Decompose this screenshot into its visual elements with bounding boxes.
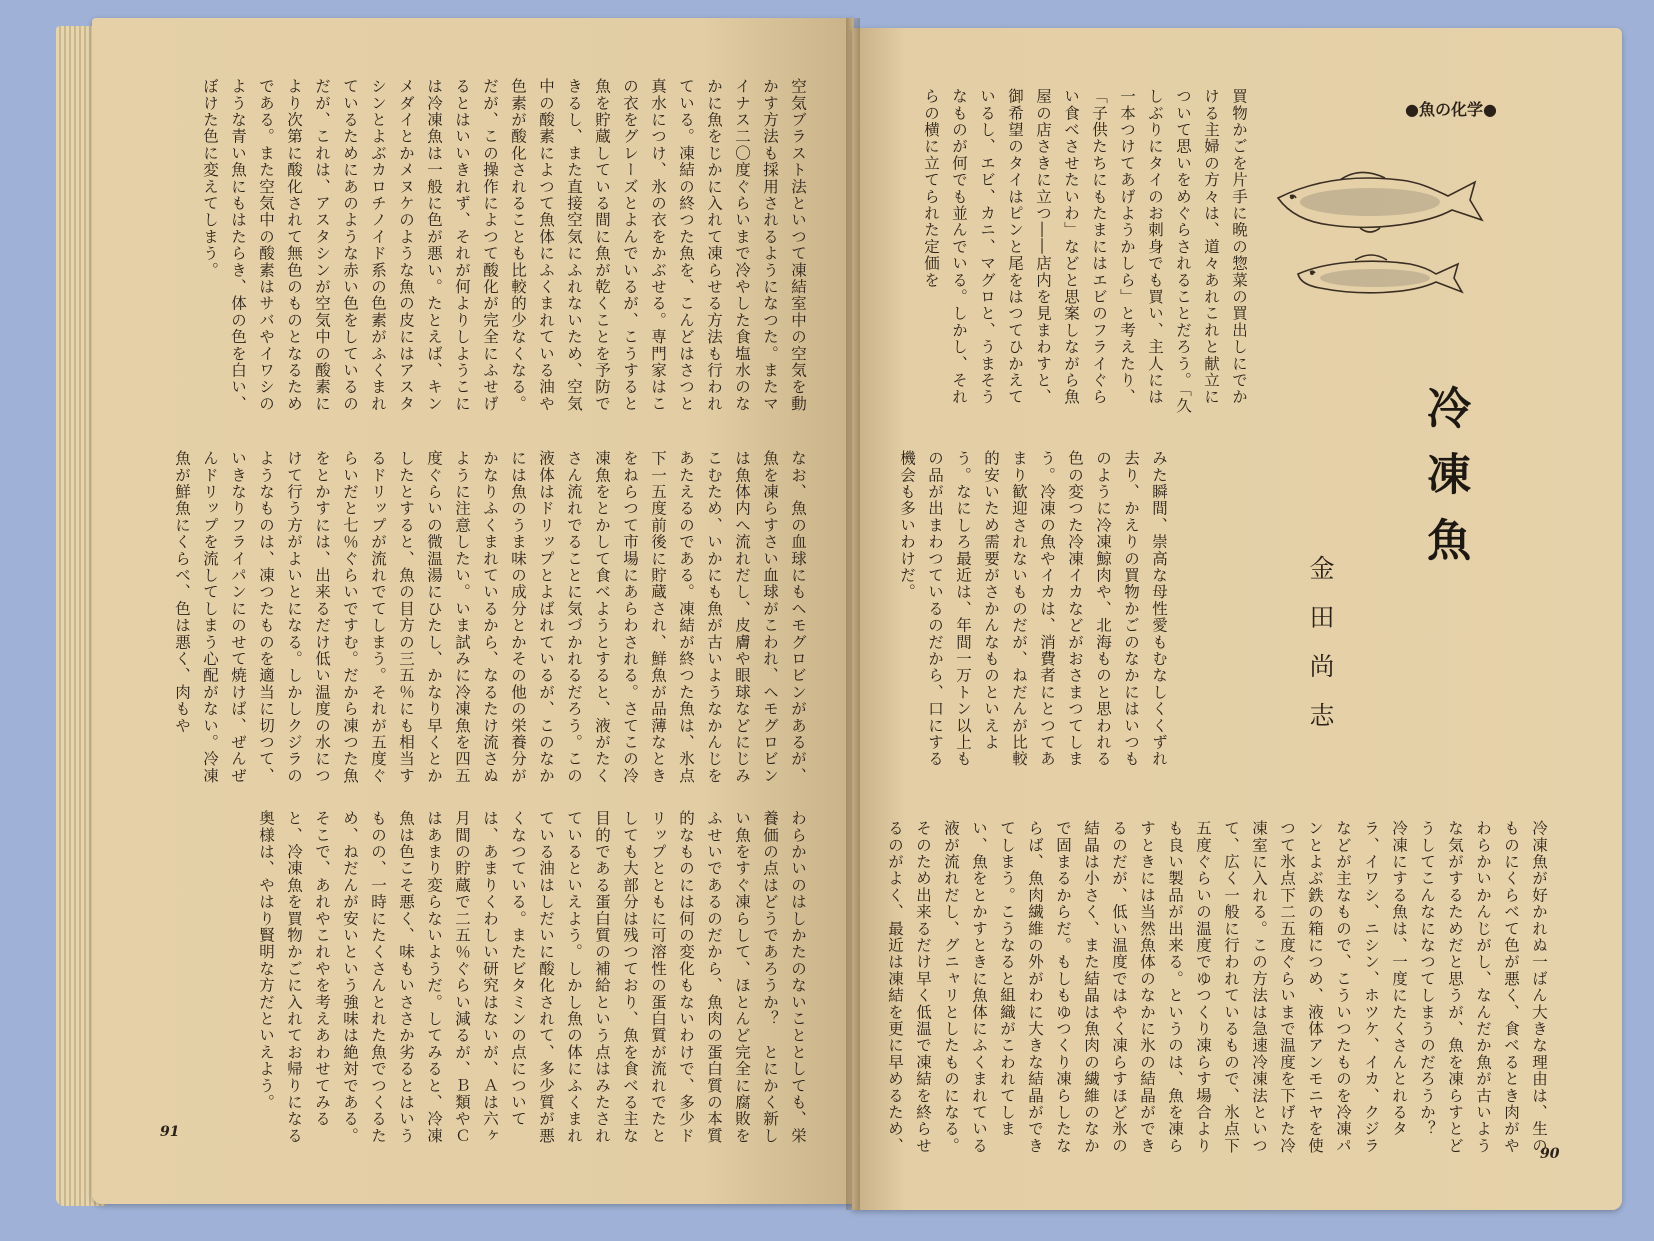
folio-left: 91 [160, 1124, 180, 1140]
series-heading: ●魚の化学● [1405, 100, 1497, 119]
right-column-2: みた瞬間、崇高な母性愛もむなしくくずれ去り、かえりの買物かごのなかにはいつものように冷凍鯨肉や、北海ものと思われる色の変つた冷凍イカなどがおさまつてしまう。冷凍の魚やイカは、消費者にとつてあまり歓迎されないものだが、ねだんが比較的安いため需要がさかんなものといえよう。なにしろ最近は、年間一万トン以上もの品が出まわつているのだから、口にする機会も多いわけだ。 [898, 450, 1168, 768]
folio-right: 90 [1540, 1146, 1560, 1162]
two-fish-illustration [1270, 170, 1520, 310]
article-title: 冷凍魚 [1419, 385, 1470, 583]
left-column-3: わらかいのはしかたのないこととしても、栄養価の点はどうであろうか？ とにかく新しい魚をすぐ凍らして、ほとんど完全に腐敗をふせいであるのだから、魚肉の蛋白質の本質的なものには何の変化もないわけで、多少ドリップとともに可溶性の蛋白質が流れでたとしても大部分は残つており、魚を食べる主な目的である蛋白質の補給という点はみたされているといえよう。しかし魚の体にふくまれている油はしだいに酸化されて、多少質が悪くなつている。またビタミンの点については、あまりくわしい研究はないが、Ａは六ヶ月間の貯蔵で二五％ぐらい減るが、Ｂ類やＣはあまり変らないようだ。してみると、冷凍魚は色こそ悪く、味もいささか劣るとはいうものの、一時にたくさんとれた魚でつくるため、ねだんが安いという強味は絶対である。そこで、あれやこれやを考えあわせてみると、冷凍魚を買物かごに入れてお帰りになる奥様は、やはり賢明な方だといえよう。 [257, 810, 807, 1144]
author-name: 金田尚志 [1306, 555, 1335, 751]
right-column-1: 買物かごを片手に晩の惣菜の買出しにでかける主婦の方々は、道々あれこれと献立について思いをめぐらされることだろう。「久しぶりにタイのお刺身でも買い、主人には一本つけてあげようかしら」と考えたり、「子供たちにもたまにはエビのフライぐらい食べさせたいわ」などと思案しながら魚屋の店さきに立つ――店内を見まわすと、御希望のタイはピンと尾をはつてひかえているし、エビ、カニ、マグロと、うまそうなものが何でも並んでいる。しかし、それらの横に立てられた定価を [922, 88, 1248, 415]
book-gutter [846, 18, 860, 1210]
left-column-1: 空気ブラスト法といつて凍結室中の空気を動かす方法も採用されるようになつた。またマイナス二〇度ぐらいまで冷やした食塩水のなかに魚をじかに入れて凍らせる方法も行われている。凍結の終つた魚を、こんどはさつと真水につけ、氷の衣をかぶせる。専門家はこの衣をグレーズとよんでいるが、こうすると魚を貯蔵している間に魚が乾くことを予防できるし、また直接空気にふれないため、空気中の酸素によつて魚体にふくまれている油や色素が酸化されることも比較的少なくなる。だが、この操作によつて酸化が完全にふせげるとはいいきれず、それが何よりしようこには冷凍魚は一般に色が悪い。たとえば、キンメダイとかメヌケのような魚の皮にはアスタシンとよぶカロチノイド系の色素がふくまれているためにあのような赤い色をしているのだが、これは、アスタシンが空気中の酸素により次第に酸化されて無色のものとなるためである。また空気中の酸素はサバやイワシのような青い魚にもはたらき、体の色を白い、ぼけた色に変えてしまう。 [201, 78, 807, 412]
left-column-2: なお、魚の血球にもヘモグロビンがあるが、魚を凍らすさい血球がこわれ、ヘモグロビンは魚体内へ流れだし、皮膚や眼球などにじみこむため、いかにも魚が古いようなかんじをあたえるのである。凍結が終つた魚は、氷点下一五度前後に貯蔵され、鮮魚が品薄なときをねらつて市場にあらわされる。さてこの冷凍魚をとかして食べようとすると、液がたくさん流れでることに気づかれるだろう。この液体はドリップとよばれているが、このなかには魚のうま味の成分とかその他の栄養分がかなりふくまれているから、なるたけ流さぬように注意したい。いま試みに冷凍魚を四五度ぐらいの微温湯にひたし、かなり早くとかしたとすると、魚の目方の三五％にも相当するドリップが流れでてしまう。それが五度ぐらいだと七％ぐらいですむ。だから凍つた魚をとかすには、出来るだけ低い温度の水につけて行う方がよいとになる。しかしクジラのようなものは、凍つたものを適当に切つて、いきなりフライパンにのせて焼けば、ぜんぜんドリップを流してしまう心配がない。冷凍魚が鮮魚にくらべ、色は悪く、肉もや [173, 450, 807, 784]
right-column-3: 冷凍魚が好かれぬ一ばん大きな理由は、生のものにくらべて色が悪く、食べるとき肉がやわらかいかんじがし、なんだか魚が古いような気がするためだと思うが、魚を凍らすとどうしてこんなになつてしまうのだろうか？ 冷凍にする魚は、一度にたくさんとれるタラ、イワシ、ニシン、ホツケ、イカ、クジラなどが主なもので、こういつたものを冷凍パンとよぶ鉄の箱につめ、液体アンモニヤを使つて氷点下二五度ぐらいまで温度を下げた冷凍室に入れる。この方法は急速冷凍法といつて、広く一般に行われているもので、氷点下五度ぐらいの温度でゆつくり凍らす場合よりも良い製品が出来る。というのは、魚を凍らすときには当然魚体のなかに氷の結晶ができるのだが、低い温度ではやく凍らすほど氷の結晶は小さく、また結晶は魚肉の繊維のなかで固まるからだ。もしもゆつくり凍らしたならば、魚肉繊維の外がわに大きな結晶ができてしまう。こうなると組織がこわれてしまい、魚をとかすときに魚体にふくまれている液が流れだし、グニャリとしたものになる。そのため出来るだけ早く低温で凍結を終らせるのがよく、最近は凍結を更に早めるため、 [886, 820, 1548, 1155]
